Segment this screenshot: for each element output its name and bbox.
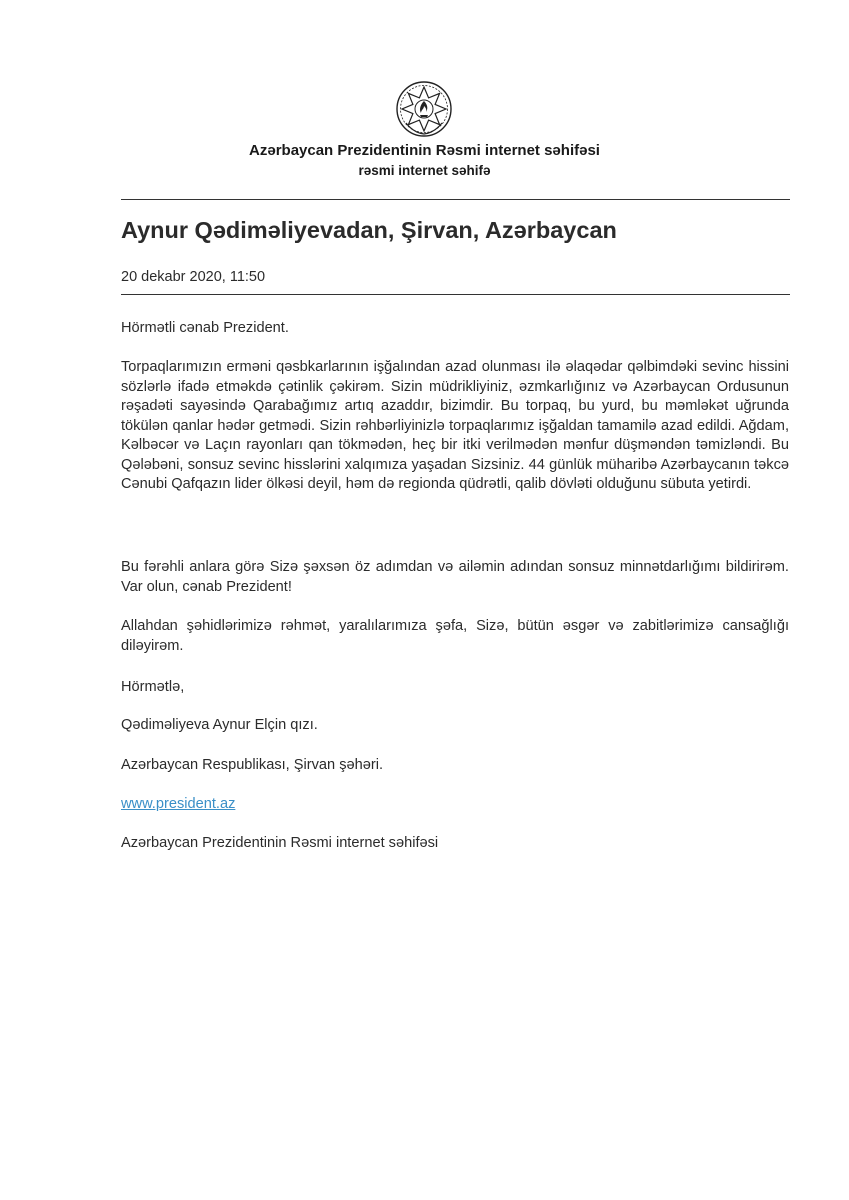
footer-link-row bbox=[121, 795, 789, 815]
divider-bottom bbox=[121, 294, 790, 295]
divider-top bbox=[121, 199, 790, 200]
article-title: Aynur Qədiməliyevadan, Şirvan, Azərbaycan bbox=[121, 217, 617, 243]
signature-location: Azərbaycan Respublikası, Şirvan şəhəri. bbox=[121, 757, 384, 773]
state-emblem-icon bbox=[394, 79, 454, 139]
footer-site-name: Azərbaycan Prezidentinin Rəsmi internet səhifəsi bbox=[121, 835, 439, 851]
closing: Hörmətlə, bbox=[121, 679, 185, 695]
paragraph-1: Torpaqlarımızın erməni qəsbkarlarının işğalından azad olunması ilə əlaqədar qəlbimdəki sevinc hissini sözlərlə ifadə etməkdə çətinlik çəkirəm. Sizin müdrikliyiniz, əzmkarlığınız və Azərbaycan Ordusunun rəşadəti sayəsində Qarabağımız artıq azaddır, bizimdir. Bu torpaq, bu yurd, bu məmləkət uğrunda tökülən qanlar hədər getmədi. Sizin rəhbərliyinizlə torpaqlarımız işğaldan tamamilə azad edildi. Ağdam, Kəlbəcər və Laçın rayonları qan tökmədən, heç bir itki verilmədən mənfur düşməndən təmizləndi. Bu Qələbəni, sonsuz sevinc hisslərini xalqımıza yaşadan Sizsiniz. 44 günlük müharibə Azərbaycanın təkcə Cənubi Qafqazın lider ölkəsi deyil, həm də regionda qüdrətli, qalib dövləti olduğunu sübuta yetirdi. bbox=[121, 359, 789, 492]
signature-name: Qədiməliyeva Aynur Elçin qızı. bbox=[121, 717, 318, 733]
paragraph-3: Allahdan şəhidlərimizə rəhmət, yaralılarımıza şəfa, Sizə, bütün əsgər və zabitlərimizə cansağlığı diləyirəm. bbox=[121, 618, 789, 654]
site-subtitle: rəsmi internet səhifə bbox=[358, 163, 491, 178]
article-date: 20 dekabr 2020, 11:50 bbox=[121, 269, 266, 285]
greeting: Hörmətli cənab Prezident. bbox=[121, 320, 289, 336]
paragraph-2: Bu fərəhli anlara görə Sizə şəxsən öz adımdan və ailəmin adından sonsuz minnətdarlığımı bildirirəm. Var olun, cənab Prezident! bbox=[121, 559, 789, 595]
site-title: Azərbaycan Prezidentinin Rəsmi internet səhifəsi bbox=[249, 142, 600, 159]
president-site-link[interactable]: www.president.az bbox=[121, 796, 236, 812]
